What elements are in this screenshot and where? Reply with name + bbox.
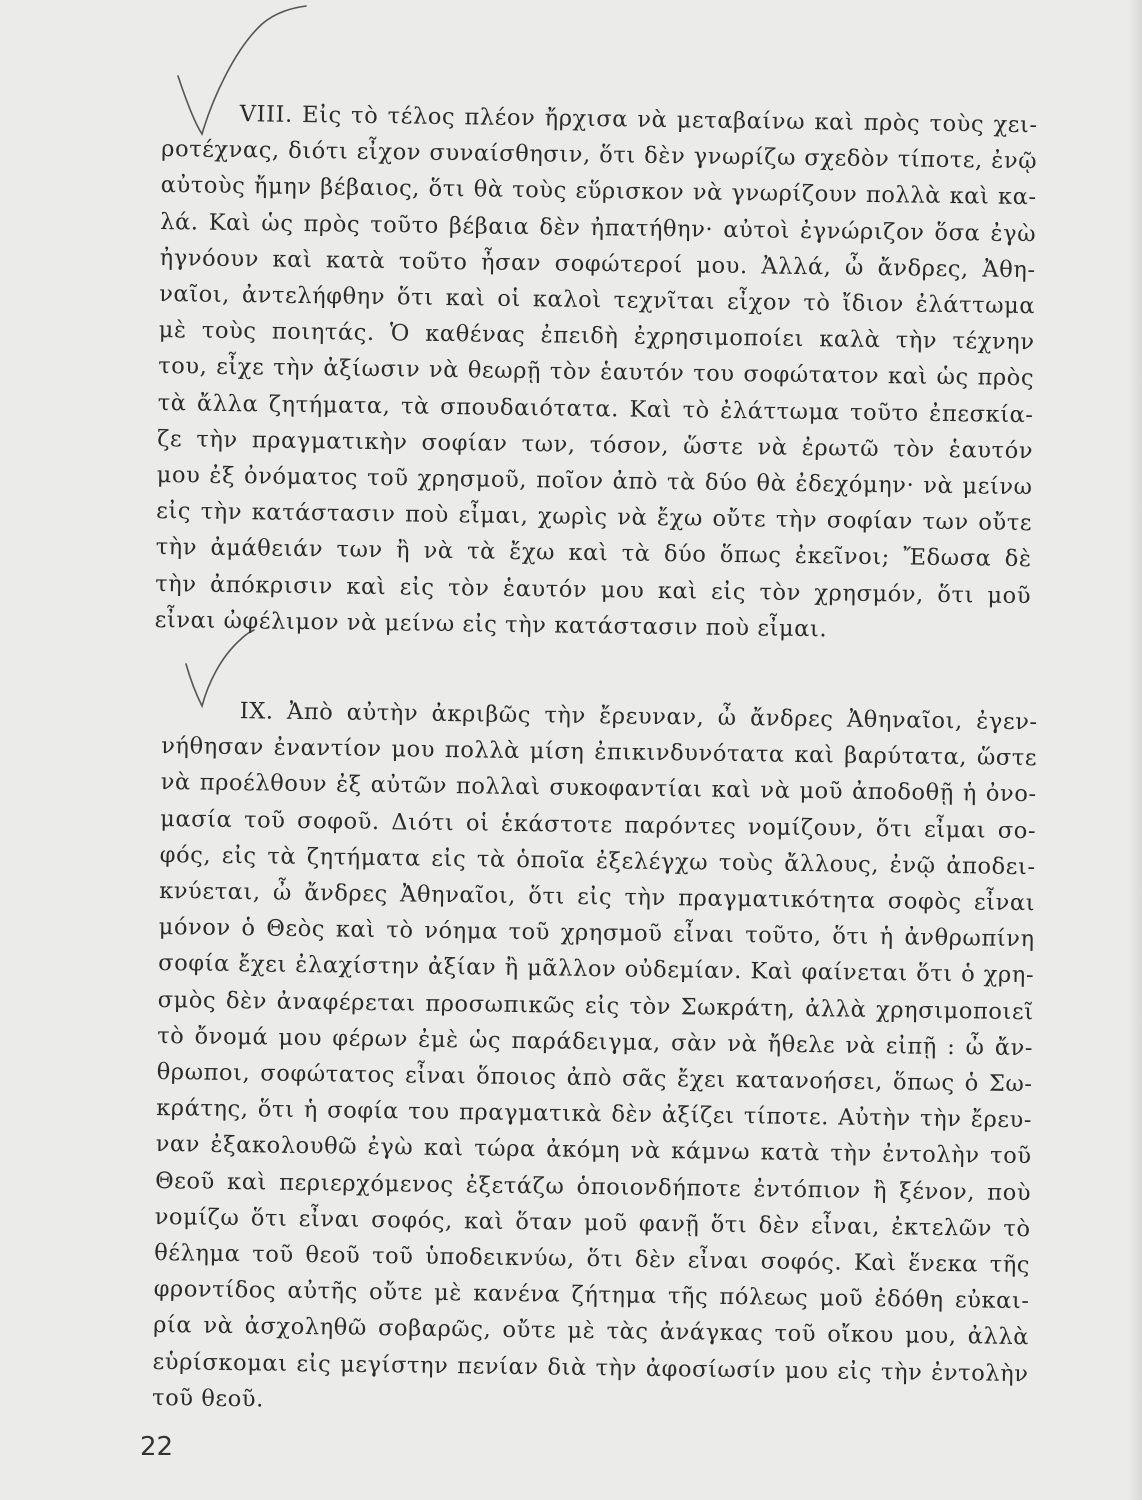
paragraph-line-text: Ἀπὸ αὐτὴν ἀκριβῶς τὴν ἔρευναν, ὦ ἄνδρες Ἀθηναῖοι, ἐγεν- [286, 698, 1038, 736]
paragraph-line: ναν ἐξακολουθῶ ἐγὼ καὶ τώρα ἀκόμη νὰ κάμνω κατὰ τὴν ἐντολὴν τοῦ [155, 1131, 1032, 1170]
paragraph-line: λά. Καὶ ὡς πρὸς τοῦτο βέβαια δὲν ἠπατήθην· αὐτοὶ ἐγνώριζον ὅσα ἐγὼ [160, 208, 1037, 247]
section-ix [152, 692, 1038, 1428]
paragraph-line: σοφία ἔχει ἐλαχίστην ἀξίαν ἢ μᾶλλον οὐδεμίαν. Καὶ φαίνεται ὅτι ὁ χρη- [158, 950, 1035, 989]
page-edge-shadow [1128, 0, 1142, 1500]
paragraph-line: θρωποι, σοφώτατος εἶναι ὅποιος ἀπὸ σᾶς ἔχει κατανοήσει, ὅπως ὁ Σω- [156, 1058, 1033, 1098]
paragraph-line: εἶναι ὠφέλιμον νὰ μείνω εἰς τὴν κατάστασιν ποὺ εἶμαι. [154, 606, 828, 643]
paragraph-line: θέλημα τοῦ θεοῦ τοῦ ὑποδεικνύω, ὅτι δὲν εἶναι σοφός. Καὶ ἕνεκα τῆς [153, 1239, 1031, 1279]
paragraph-line: τὴν ἀμάθειάν των ἢ νὰ τὰ ἔχω καὶ τὰ δύο ὅπως ἐκεῖνοι; Ἔδωσα δὲ [155, 534, 1032, 573]
paragraph-line: Θεοῦ καὶ περιερχόμενος ἐξετάζω ὁποιονδήποτε ἐντόπιον ἢ ξένον, ποὺ [154, 1167, 1032, 1206]
paragraph-line: ζε τὴν πραγματικὴν σοφίαν των, τόσον, ὥστε νὰ ἐρωτῶ τὸν ἑαυτόν [157, 425, 1034, 465]
paragraph-line: τοῦ θεοῦ. [151, 1384, 265, 1413]
section-viii [154, 95, 1037, 650]
paragraph-line: μου ἐξ ὀνόματος τοῦ χρησμοῦ, ποῖον ἀπὸ τὰ δύο θὰ ἐδεχόμην· νὰ μείνω [156, 461, 1033, 501]
paragraph-line: κνύεται, ὦ ἄνδρες Ἀθηναῖοι, ὅτι εἰς τὴν πραγματικότητα σοφὸς εἶναι [159, 877, 1036, 917]
paragraph-line: ρία νὰ ἀσχοληθῶ σοβαρῶς, οὔτε μὲ τὰς ἀνάγκας τοῦ οἴκου μου, ἀλλὰ [152, 1312, 1030, 1351]
section-numeral: VIII. [239, 101, 293, 128]
paragraph-line: τὰ ἄλλα ζητήματα, τὰ σπουδαιότατα. Καὶ τὸ ἐλάττωμα τοῦτο ἐπεσκία- [157, 389, 1034, 428]
paragraph-line: νήθησαν ἐναντίον μου πολλὰ μίση ἐπικινδυνότατα καὶ βαρύτατα, ὥστε [161, 733, 1038, 772]
paragraph-line: νὰ προέλθουν ἐξ αὐτῶν πολλαὶ συκοφαντίαι καὶ νὰ μοῦ ἀποδοθῇ ἡ ὀνο- [160, 769, 1037, 808]
paragraph-line: αὐτοὺς ἤμην βέβαιος, ὅτι θὰ τοὺς εὕρισκον νὰ γνωρίζουν πολλὰ καὶ κα- [160, 172, 1037, 211]
paragraph-line: μασία τοῦ σοφοῦ. Διότι οἱ ἑκάστοτε παρόντες νομίζουν, ὅτι εἶμαι σο- [160, 805, 1037, 844]
paragraph-line: εἰς τὴν κατάστασιν ποὺ εἶμαι, χωρὶς νὰ ἔχω οὔτε τὴν σοφίαν των οὔτε [156, 498, 1033, 537]
paragraph-line: φός, εἰς τὰ ζητήματα εἰς τὰ ὁποῖα ἐξελέγχω τοὺς ἄλλους, ἐνῷ ἀποδει- [159, 841, 1036, 881]
paragraph-line: μόνον ὁ Θεὸς καὶ τὸ νόημα τοῦ χρησμοῦ εἶναι τοῦτο, ὅτι ἡ ἀνθρωπίνη [158, 914, 1035, 953]
paragraph-line: ἠγνόουν καὶ κατὰ τοῦτο ἦσαν σοφώτεροί μου. Ἀλλά, ὦ ἄνδρες, Ἀθη- [159, 244, 1036, 284]
paragraph-line: του, εἶχε τὴν ἀξίωσιν νὰ θεωρῇ τὸν ἑαυτόν του σοφώτατον καὶ ὡς πρὸς [158, 353, 1035, 392]
paragraph-line: ροτέχνας, διότι εἶχον συναίσθησιν, ὅτι δὲν γνωρίζω σχεδὸν τίποτε, ἐνῷ [161, 136, 1038, 175]
paragraph-line: τὸ ὄνομά μου φέρων ἐμὲ ὡς παράδειγμα, σὰν νὰ ἤθελε νὰ εἰπῇ : ὦ ἄν- [157, 1022, 1034, 1062]
page-number: 22 [140, 1432, 174, 1462]
section-numeral: IX. [239, 698, 274, 725]
paragraph-line: τὴν ἀπόκρισιν καὶ εἰς τὸν ἑαυτόν μου καὶ εἰς τὸν χρησμόν, ὅτι μοῦ [154, 570, 1032, 609]
paragraph-line: εὑρίσκομαι εἰς μεγίστην πενίαν διὰ τὴν ἀφοσίωσίν μου εἰς τὴν ἐντολὴν [152, 1348, 1029, 1387]
paragraph-line: ναῖοι, ἀντελήφθην ὅτι καὶ οἱ καλοὶ τεχνῖται εἶχον τὸ ἴδιον ἐλάττωμα [159, 280, 1036, 320]
paragraph-line: κράτης, ὅτι ἡ σοφία του πραγματικὰ δὲν ἀξίζει τίποτε. Αὐτὴν τὴν ἔρευ- [156, 1095, 1033, 1134]
paragraph-line: φροντίδος αὐτῆς οὔτε μὲ κανένα ζήτημα τῆς πόλεως μοῦ ἐδόθη εὐκαι- [153, 1276, 1030, 1315]
paragraph-line: σμὸς δὲν ἀναφέρεται προσωπικῶς εἰς τὸν Σωκράτη, ἀλλὰ χρησιμοποιεῖ [157, 986, 1034, 1025]
paragraph-line: νομίζω ὅτι εἶναι σοφός, καὶ ὅταν μοῦ φανῇ ὅτι δὲν εἶναι, ἐκτελῶν τὸ [154, 1203, 1031, 1243]
paragraph-line: μὲ τοὺς ποιητάς. Ὁ καθένας ἐπειδὴ ἐχρησιμοποίει καλὰ τὴν τέχνην [158, 317, 1035, 356]
paragraph-line-text: Εἰς τὸ τέλος πλέον ἤρχισα νὰ μεταβαίνω καὶ πρὸς τοὺς χει- [301, 101, 1038, 139]
